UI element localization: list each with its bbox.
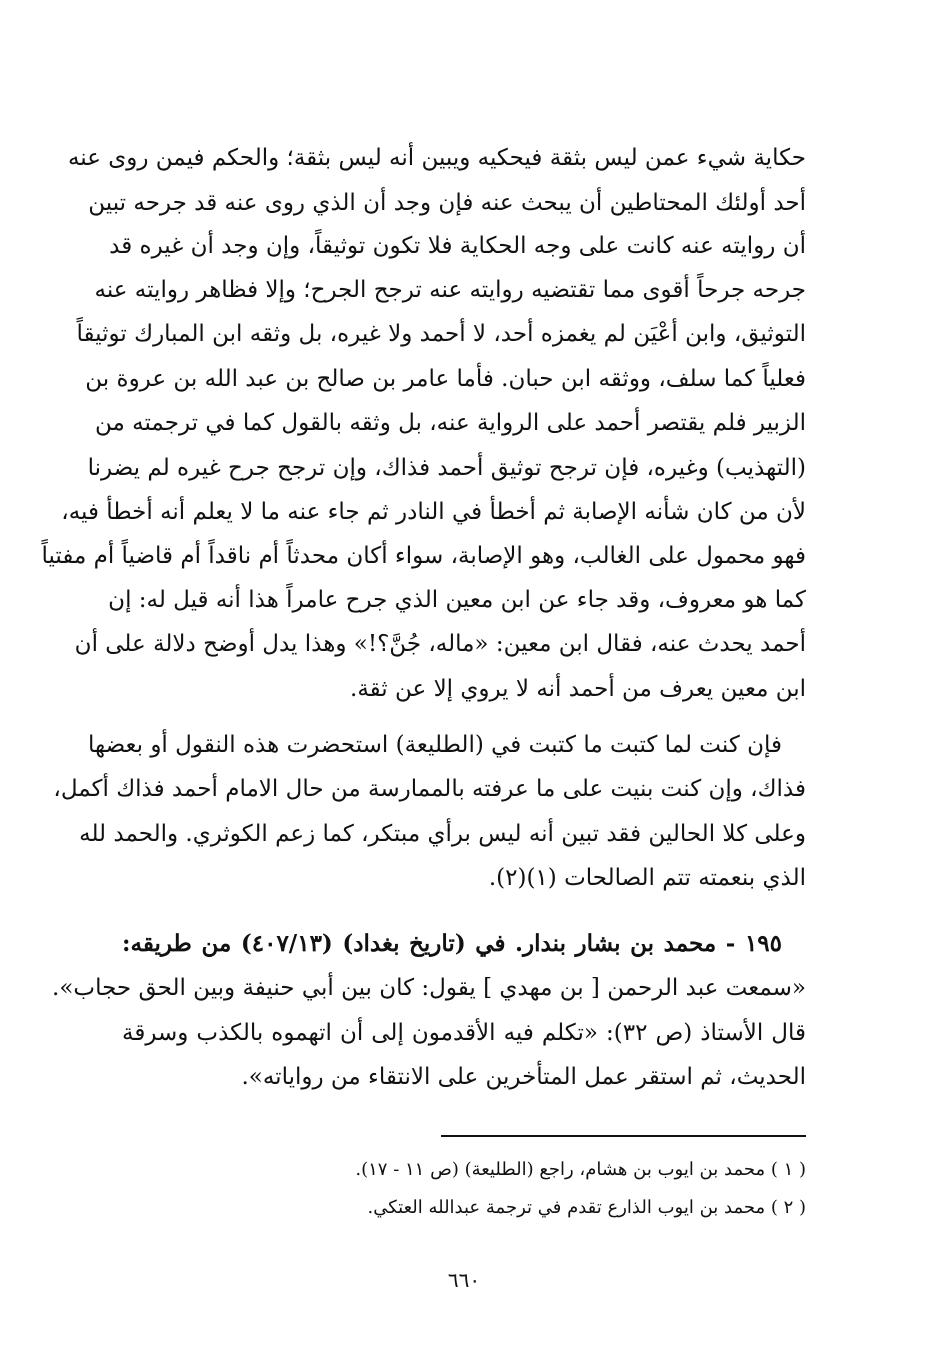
paragraph-1-line-12: أحمد يحدث عنه، فقال ابن معين: «ماله، جُنَّ؟!» وهذا يدل أوضح دلالة على أن (74, 631, 806, 657)
paragraph-1-line-7: الزبير فلم يقتصر أحمد على الرواية عنه، بل وثقه بالقول كما في ترجمته من (95, 410, 806, 436)
paragraph-1-line-4: جرحه جرحاً أقوى مما تقتضيه روايته عنه ترجح الجرح؛ وإلا فظاهر روايته عنه (94, 277, 806, 303)
entry-195-line-1: ١٩٥ - محمد بن بشار بندار. في (تاريخ بغداد) (٤٠٧/١٣) من طريقه: (122, 930, 782, 957)
entry-195-line-2: «سمعت عبد الرحمن [ بن مهدي ] يقول: كان بين أبي حنيفة وبين الحق حجاب». (52, 975, 806, 1001)
entry-195-line-4: الحديث، ثم استقر عمل المتأخرين على الانتقاء من رواياته». (241, 1064, 806, 1090)
footnote-separator (441, 1135, 806, 1137)
paragraph-1-line-5: التوثيق، وابن أعْيَن لم يغمزه أحد، لا أحمد ولا غيره، بل وثقه ابن المبارك توثيقاً (76, 321, 806, 347)
paragraph-1-line-2: أحد أولئك المحتاطين أن يبحث عنه فإن وجد أن الذي روى عنه قد جرحه تبين (88, 190, 806, 216)
page-number: ٦٦٠ (447, 1268, 481, 1292)
paragraph-2-line-2: فذاك، وإن كنت بنيت على ما عرفته بالممارسة من حال الامام أحمد فذاك أكمل، (53, 776, 806, 802)
entry-195-line-3: قال الأستاذ (ص ٣٢): «تكلم فيه الأقدمون إلى أن اتهموه بالكذب وسرقة (122, 1020, 806, 1046)
footnote-1: ( ١ ) محمد بن ايوب بن هشام، راجع (الطليعة) (ص ١١ - ١٧). (355, 1159, 806, 1180)
paragraph-1-line-8: (التهذيب) وغيره، فإن ترجح توثيق أحمد فذاك، وإن ترجح جرح غيره لم يضرنا (87, 455, 806, 481)
paragraph-1-line-11: كما هو معروف، وقد جاء عن ابن معين الذي جرح عامراً هذا أنه قيل له: إن (108, 587, 806, 613)
paragraph-1-line-9: لأن من كان شأنه الإصابة ثم أخطأ في النادر ثم جاء عنه ما لا يعلم أنه أخطأ فيه، (61, 499, 806, 525)
paragraph-1-line-1: حكاية شيء عمن ليس بثقة فيحكيه ويبين أنه ليس بثقة؛ والحكم فيمن روى عنه (67, 145, 806, 171)
footnote-2: ( ٢ ) محمد بن ايوب الذارع تقدم في ترجمة عبدالله العتكي. (367, 1197, 806, 1218)
paragraph-1-line-3: أن روايته عنه كانت على وجه الحكاية فلا تكون توثيقاً، وإن وجد أن غيره قد (109, 233, 806, 259)
paragraph-1-line-6: فعلياً كما سلف، ووثقه ابن حبان. فأما عامر بن صالح بن عبد الله بن عروة بن (85, 366, 806, 392)
paragraph-1-line-10: فهو محمول على الغالب، وهو الإصابة، سواء أكان محدثاً أم ناقداً أم قاضياً أم مفتياً (41, 543, 806, 569)
paragraph-2-line-1: فإن كنت لما كتبت ما كتبت في (الطليعة) استحضرت هذه النقول أو بعضها (87, 732, 782, 758)
paragraph-2-line-4: الذي بنعمته تتم الصالحات (١)(٢). (488, 865, 806, 891)
paragraph-1-line-13: ابن معين يعرف من أحمد أنه لا يروي إلا عن ثقة. (350, 676, 806, 702)
paragraph-2-line-3: وعلى كلا الحالين فقد تبين أنه ليس برأي مبتكر، كما زعم الكوثري. والحمد لله (79, 821, 806, 847)
